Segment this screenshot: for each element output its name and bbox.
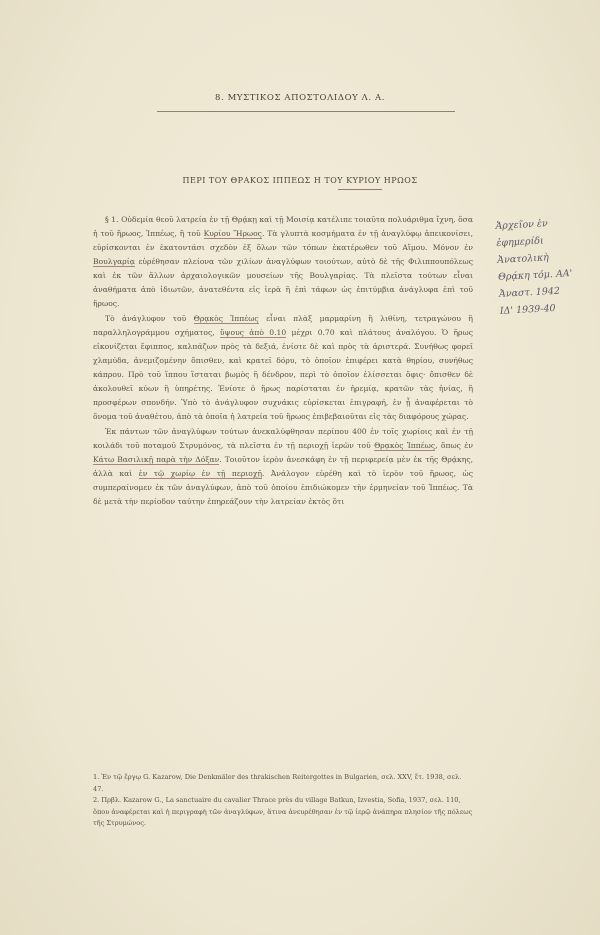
margin-note-line: Θρᾴκη τόμ. ΑΑ' — [497, 268, 573, 283]
footnote-2: 2. Πρβλ. Kazarow G., La sanctuaire du cavalier Thrace près du village Batkun, Izvestia, Sofia, 1937, σελ. 110, ὅπου ἀναφέρεται καὶ ἡ περιγραφὴ τῶν ἀναγλύφων, ἅτινα ἀνευρέθησαν ἐν τῷ ἱερῷ ἀνάπηρα πλησίον τῆς πόλεως τῆς Στρυμώνος. — [93, 796, 473, 827]
underlined-phrase: Θρᾳκὸς Ἱππέως — [193, 314, 259, 323]
underlined-phrase: Βουλγαρίᾳ — [93, 257, 135, 266]
title-underline-mark — [338, 189, 382, 190]
running-head: 8. ΜΥΣΤΙΚΟΣ ΑΠΟΣΤΟΛΙΔΟΥ Λ. Α. — [214, 93, 386, 103]
footnotes — [93, 772, 473, 830]
paragraph-3: Ἐκ πάντων τῶν ἀναγλύφων τούτων ἀνεκαλύφθησαν περίπου 400 ἐν τοῖς χωρίοις καὶ ἐν τῇ κοιλάδι τοῦ ποταμοῦ Στρυμόνος, τὰ πλεῖστα ἐν τῇ περιοχῇ ἱερῶν τοῦ Θρᾳκὸς Ἱππέως, ὅπως ἐν Κάτω Βασιλικῇ παρὰ τὴν Δόξαν. Τοιοῦτον ἱερὸν ἀνεσκάφη ἐν τῇ περιφερείᾳ μὲν ἐκ τῆς Θρᾴκης, ἀλλὰ καὶ ἐν τῷ χωρίῳ ἐν τῇ περιοχῇ. Ἀνάλογον εὑρέθη καὶ τὸ ἱερὸν τοῦ ἥρωος, ὡς συμπεραίνομεν ἐκ τῶν ἀναγλύφων, ἀπὸ τοῦ ὁποίου ἐπιδιώκομεν τὴν ἐρμηνείαν τοῦ Ἱππέως. Τὰ δὲ μετὰ τὴν περίοδον ταύτην ἐπηρεάζουν τὴν λατρείαν ἐκτὸς ὅτι — [93, 427, 473, 506]
paragraph-2: Τὸ ἀνάγλυφον τοῦ Θρᾳκὸς Ἱππέως εἶναι πλὰξ μαρμαρίνη ἢ λιθίνη, τετραγώνου ἢ παραλληλογράμμου σχήματος, ὕψους ἀπὸ 0.10 μέχρι 0.70 καὶ πλάτους ἀναλόγου. Ὁ ἥρως εἰκονίζεται ἔφιππος, καλπάζων πρὸς τὰ δεξιά, ἐνίοτε δὲ καὶ πρὸς τὰ ἀριστερά. Συνήθως φορεῖ χλαμύδα, ἀνεμιζομένην ὄπισθεν, καὶ κρατεῖ δόρυ, τὸ ὁποῖον ἐπιφέρει κατὰ θηρίου, συνήθως κάπρου. Πρὸ τοῦ ἵππου ἵσταται βωμὸς ἢ δένδρον, περὶ τὸ ὁποῖον ἑλίσσεται ὄφις· ὄπισθεν δὲ ἀκολουθεῖ κύων ἢ ὑπηρέτης. Ἐνίοτε ὁ ἥρως παρίσταται ἐν ἠρεμίᾳ, κρατῶν τὰς ἡνίας, ἢ προσφέρων σπονδήν. Ὑπὸ τὸ ἀνάγλυφον συχνάκις εὑρίσκεται ἐπιγραφή, ἐν ᾗ ἀναφέρεται τὸ ὄνομα τοῦ ἀναθέτου, ἀπὸ τὰ ὁποῖα ἡ λατρεία τοῦ ἥρωος ἐπιβεβαιοῦται εἰς τὰς διαφόρους χώρας. — [93, 314, 473, 421]
underlined-phrase: Θρᾳκὸς Ἱππέως — [374, 441, 436, 450]
article-body — [93, 213, 473, 509]
margin-note-line: Ἀρχεῖον ἐν — [495, 218, 549, 232]
underlined-phrase: Κάτω Βασιλικῇ παρὰ τὴν Δόξαν — [93, 455, 220, 464]
underlined-phrase: Κυρίου Ἥρωος — [203, 229, 262, 238]
paragraph-1: § 1. Οὐδεμία θεοῦ λατρεία ἐν τῇ Θρᾴκῃ καὶ τῇ Μοισίᾳ κατέλιπε τοιαῦτα πολυάριθμα ἴχνη, ὅσα ἡ τοῦ ἥρωος, Ἱππέως, ἢ τοῦ Κυρίου Ἥρωος. Τὰ γλυπτὰ κοσμήματα ἐν τῇ ἀναγλύφῳ ἀπεικονίσει, εὑρίσκονται ἐν ἑκατοντάσι σχεδὸν ἐξ ὅλων τῶν τόπων ἑκατέρωθεν τοῦ Αἵμου. Μόνον ἐν Βουλγαρίᾳ εὑρέθησαν πλείονα τῶν χιλίων ἀναγλύφων τοιούτων, αὐτὸ δὲ τῆς Φιλιππουπόλεως καὶ ἐκ τῶν ἄλλων ἀρχαιολογικῶν μουσείων τῆς Βουλγαρίας. Τὰ πλεῖστα τούτων εἶναι ἀναθήματα ἀπὸ ἰδιωτῶν, ἀνατεθέντα εἰς ἱερὰ ἢ ἐπὶ τάφων ὡς ἐπιτύμβια ἀνάγλυφα ἐπὶ τοῦ ἥρωος. — [93, 215, 473, 308]
article-title: ΠΕΡΙ ΤΟΥ ΘΡΑΚΟΣ ΙΠΠΕΩΣ Η ΤΟΥ ΚΥΡΙΟΥ ΗΡΩΟΣ — [182, 176, 418, 185]
footnote-1: 1. Ἐν τῷ ἔργῳ G. Kazarow, Die Denkmäler des thrakischen Reitergottes in Bulgarien, σελ. XXV, ἔτ. 1938, σελ. 47. — [93, 773, 462, 793]
underlined-phrase: ἐν τῷ χωρίῳ ἐν τῇ περιοχῇ — [138, 469, 263, 478]
margin-note-line: Ἀνατολικὴ — [496, 252, 550, 266]
margin-note-line: ΙΔ' 1939-40 — [499, 302, 556, 317]
running-head-rule — [157, 111, 455, 112]
margin-note-line: ἐφημερίδι — [496, 235, 545, 249]
margin-note-line: Ἀναστ. 1942 — [498, 285, 561, 300]
handwritten-margin-note — [495, 213, 600, 320]
underlined-phrase: ὕψους ἀπὸ 0.10 — [219, 328, 287, 337]
